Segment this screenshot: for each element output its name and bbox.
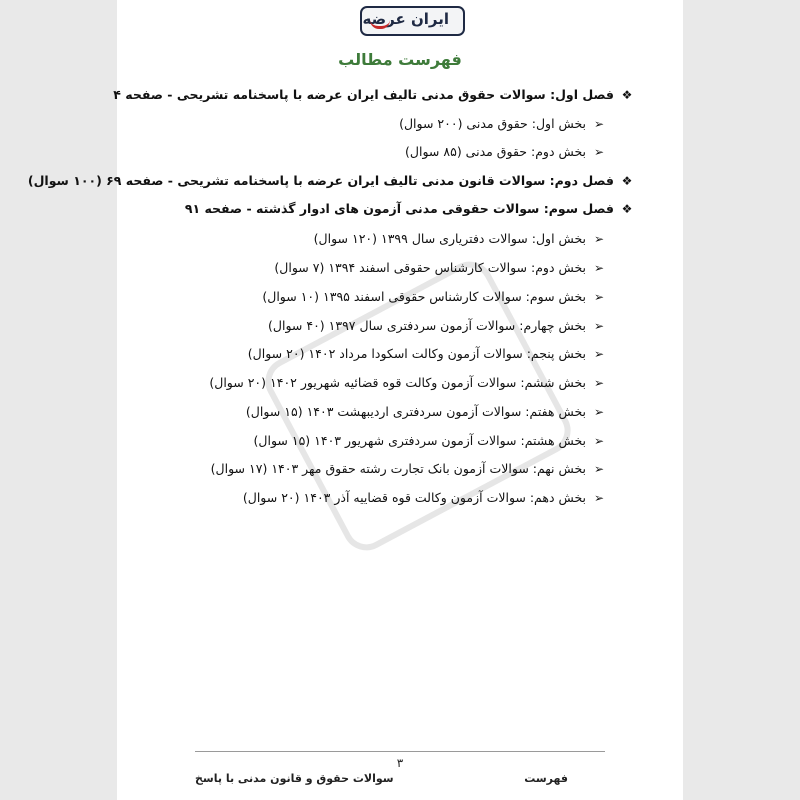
toc-entry-text: بخش اول: سوالات دفتریاری سال ۱۳۹۹ (۱۲۰ سوال) <box>313 231 586 246</box>
toc-entry-text: بخش ششم: سوالات آزمون وکالت قوه قضائیه شهریور ۱۴۰۲ (۲۰ سوال) <box>209 375 586 390</box>
toc-entry-text: بخش هفتم: سوالات آزمون سردفتری اردیبهشت ۱۴۰۳ (۱۵ سوال) <box>245 404 586 419</box>
toc-entry-text: فصل سوم: سوالات حقوقی مدنی آزمون های ادوار گذشته - صفحه ۹۱ <box>184 201 614 216</box>
table-of-contents <box>27 0 683 800</box>
arrow-bullet-icon: ➢ <box>593 347 605 361</box>
arrow-bullet-icon: ➢ <box>593 290 605 304</box>
toc-section <box>262 287 607 307</box>
toc-chapter-2 <box>28 171 635 191</box>
toc-entry-text: بخش دوم: سوالات کارشناس حقوقی اسفند ۱۳۹۴ (۷ سوال) <box>274 260 586 275</box>
logo-text: ایران عرضه <box>362 10 449 28</box>
arrow-bullet-icon: ➢ <box>593 145 605 159</box>
arrow-bullet-icon: ➢ <box>593 491 605 505</box>
toc-section <box>211 459 607 479</box>
toc-entry-text: بخش چهارم: سوالات آزمون سردفتری سال ۱۳۹۷ (۴۰ سوال) <box>268 318 586 333</box>
page-number: ۳ <box>396 756 404 770</box>
toc-section <box>248 344 607 364</box>
diamond-bullet-icon: ❖ <box>621 202 633 216</box>
toc-entry-text: بخش دوم: حقوق مدنی (۸۵ سوال) <box>405 144 586 159</box>
toc-section <box>405 142 607 162</box>
arrow-bullet-icon: ➢ <box>593 462 605 476</box>
arrow-bullet-icon: ➢ <box>593 376 605 390</box>
arrow-bullet-icon: ➢ <box>593 117 605 131</box>
toc-entry-text: بخش دهم: سوالات آزمون وکالت قوه قضاییه آذر ۱۴۰۳ (۲۰ سوال) <box>242 490 586 505</box>
toc-section <box>243 488 607 508</box>
toc-section <box>314 229 607 249</box>
document-page <box>27 0 683 800</box>
toc-chapter-3 <box>185 199 635 219</box>
toc-entry-text: بخش نهم: سوالات آزمون بانک تجارت رشته حقوق مهر ۱۴۰۳ (۱۷ سوال) <box>210 461 586 476</box>
toc-section <box>254 431 607 451</box>
toc-section <box>399 114 607 134</box>
toc-entry-text: فصل اول: سوالات حقوق مدنی تالیف ایران عرضه با پاسخنامه تشریحی - صفحه ۴ <box>113 87 614 102</box>
toc-section <box>268 316 607 336</box>
toc-section <box>246 402 607 422</box>
footer-section-name: فهرست <box>524 772 568 785</box>
toc-entry-text: بخش اول: حقوق مدنی (۲۰۰ سوال) <box>399 116 586 131</box>
diamond-bullet-icon: ❖ <box>621 88 633 102</box>
toc-entry-text: بخش پنجم: سوالات آزمون وکالت اسکودا مرداد ۱۴۰۲ (۲۰ سوال) <box>247 346 586 361</box>
arrow-bullet-icon: ➢ <box>593 434 605 448</box>
toc-chapter-1 <box>113 85 635 105</box>
page-title: فهرست مطالب <box>338 50 462 69</box>
arrow-bullet-icon: ➢ <box>593 232 605 246</box>
arrow-bullet-icon: ➢ <box>593 319 605 333</box>
arrow-bullet-icon: ➢ <box>593 261 605 275</box>
footer-book-title: سوالات حقوق و قانون مدنی با پاسخ <box>195 772 394 785</box>
toc-entry-text: فصل دوم: سوالات قانون مدنی تالیف ایران عرضه با پاسخنامه تشریحی - صفحه ۶۹ (۱۰۰ سوال) <box>27 173 614 188</box>
diamond-bullet-icon: ❖ <box>621 174 633 188</box>
arrow-bullet-icon: ➢ <box>593 405 605 419</box>
toc-section <box>209 373 607 393</box>
footer-divider <box>195 751 605 752</box>
toc-entry-text: بخش سوم: سوالات کارشناس حقوقی اسفند ۱۳۹۵ (۱۰ سوال) <box>262 289 586 304</box>
toc-entry-text: بخش هشتم: سوالات آزمون سردفتری شهریور ۱۴۰۳ (۱۵ سوال) <box>253 433 586 448</box>
toc-section <box>274 258 607 278</box>
